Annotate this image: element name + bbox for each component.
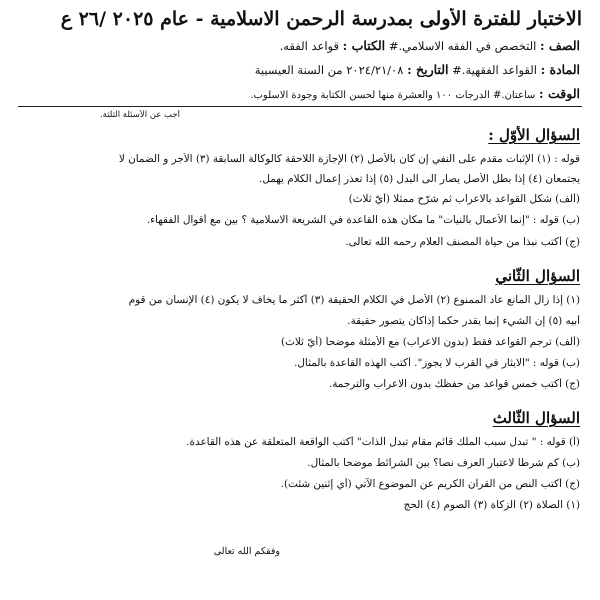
- q2-line: (١) إذا زال المانع عاد الممنوع (٢) الأصل في الكلام الحقيقة (٣) أكثر ما يخاف لا يكون (٤) الإنسان من قوم: [128, 294, 580, 306]
- exam-title: الاختبار للفترة الأولى بمدرسة الرحمن الاسلامية - عام ٢٠٢٥ /٢٦ ع: [60, 8, 582, 30]
- q3-line: (ج) أكتب النص من القرآن الكريم عن الموضوع الآتي (أي إثنين شئت).: [280, 478, 580, 490]
- q1-line: (ج) أكتب نبذا من حياة المصنف العلام رحمه الله تعالى.: [345, 236, 580, 248]
- q1-line: (ألف) شكل القواعد بالاعراب ثم شرّح ممثلا (أيّ ثلاث): [348, 193, 580, 205]
- q2-line: (ج) أكتب خمس قواعد من حفظك بدون الاعراب والترجمة.: [328, 378, 580, 390]
- time-value: ساعتان.# الدرجات ١٠٠ والعشرة منها لحسن الكتابة وجودة الاسلوب.: [250, 90, 536, 101]
- book-label: الكتاب :: [342, 38, 386, 53]
- q3-line: (١) الصلاة (٢) الزكاة (٣) الصوم (٤) الحج: [403, 499, 580, 511]
- subject-value: القواعد الفقهية.#: [452, 63, 537, 77]
- q1-line: يجتمعان (٤) إذا بطل الأصل يصار الى البدل (٥) إذا تعذر إعمال الكلام يهمل.: [259, 173, 580, 185]
- grade-value: التخصص في الفقه الاسلامي.#: [388, 39, 537, 53]
- closing-blessing: وفقكم الله تعالى: [213, 546, 280, 557]
- q2-line: أبيه (٥) إن الشيء إنما يقدر حكما إذاكان يتصور حقيقة.: [347, 315, 580, 327]
- q3-heading: السؤال الثّالث: [492, 409, 580, 427]
- q1-line: قوله : (١) الإثبات مقدم على النفي إن كان بالأصل (٢) الإجازة اللاحقة كالوكالة السابقة (٣) الأجر و الضمان لا: [118, 153, 580, 165]
- header-divider: [18, 106, 582, 107]
- subject-row: [14, 62, 580, 77]
- date-label: التاريخ :: [407, 62, 449, 77]
- q1-line: (ب) قوله : "إنما الأعمال بالنيات" ما مكان هذه القاعدة في الشريعة الاسلامية ؟ بين مع أقوال الفقهاء.: [146, 214, 580, 226]
- instruction-note: أجب عن الأسئلة الثلثة.: [99, 110, 180, 120]
- grade-row: [14, 38, 580, 53]
- q2-line: (ب) قوله : "الايثار في القرب لا يجوز". أكتب الهذه القاعدة بالمثال.: [294, 357, 580, 369]
- q2-heading: السؤال الثّاني: [495, 267, 580, 285]
- time-label: الوقت :: [539, 86, 580, 101]
- time-row: [14, 86, 580, 101]
- q3-line: (أ) قوله : " تبدل سبب الملك قائم مقام تبدل الذات" أكتب الواقعة المتعلقة عن هذه القاعدة.: [186, 436, 580, 448]
- book-value: قواعد الفقه.: [279, 39, 339, 53]
- subject-label: المادة :: [540, 62, 580, 77]
- grade-label: الصف :: [539, 38, 580, 53]
- date-value: ٢٠٢٤/٢١/٠٨ من السنة العيسيية: [254, 63, 404, 77]
- q2-line: (ألف) ترجم القواعد فقط (بدون الاعراب) مع الأمثلة موضحاً (أيّ ثلاث): [281, 336, 580, 348]
- q3-line: (ب) كم شرطا لاعتبار العرف نصا؟ بين الشرائط موضحا بالمثال.: [307, 457, 580, 469]
- q1-heading: السؤال الأوّل :: [488, 126, 580, 144]
